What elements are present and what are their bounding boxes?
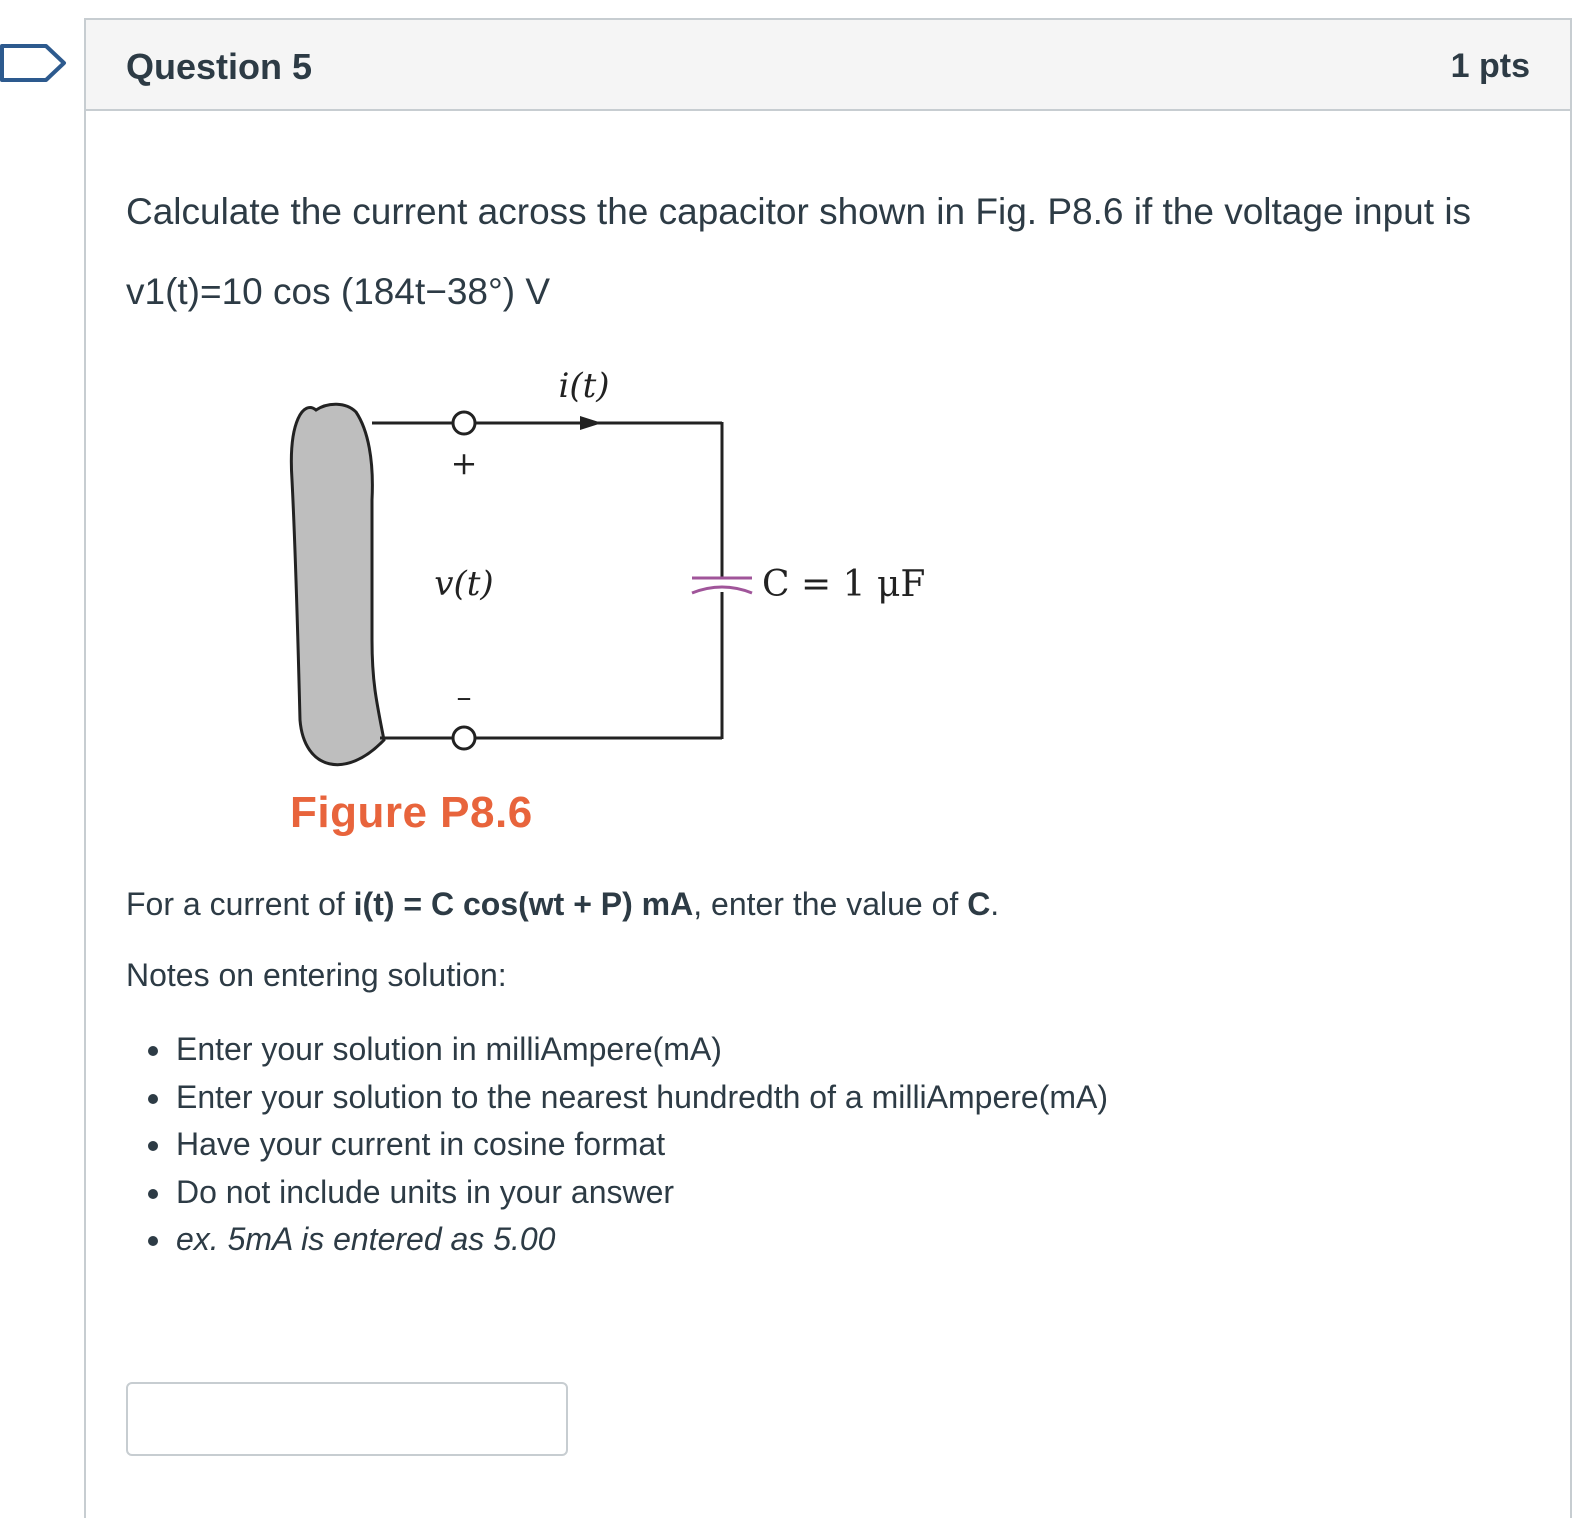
bottom-terminal [453, 727, 475, 749]
question-text-line-1: Calculate the current across the capacitor shown in Fig. P8.6 if the voltage input is [126, 191, 1472, 232]
circuit-figure [276, 340, 996, 870]
question-text-line-2: v1(t)=10 cos (184t−38°) V [126, 271, 551, 312]
minus-label: – [456, 680, 472, 715]
list-item: Have your current in cosine format [144, 1121, 1108, 1169]
voltage-label: v(t) [434, 564, 494, 604]
question-card [84, 18, 1572, 1518]
capacitor-label: C = 1 μF [762, 564, 926, 605]
figure-caption: Figure P8.6 [290, 788, 533, 837]
list-item: ex. 5mA is entered as 5.00 [144, 1216, 1108, 1264]
circuit-diagram [276, 340, 996, 780]
question-header [86, 20, 1570, 111]
notes-title: Notes on entering solution: [126, 957, 507, 993]
question-title: Question 5 [126, 46, 313, 87]
current-arrow [580, 416, 602, 430]
source-blob [291, 404, 384, 764]
prompt-prefix: For a current of [126, 886, 354, 922]
prompt-suffix: . [990, 886, 1000, 922]
list-item: Enter your solution to the nearest hundredth of a milliAmpere(mA) [144, 1074, 1108, 1122]
prompt-formula: i(t) = C cos(wt + P) mA [353, 886, 694, 922]
list-item: Enter your solution in milliAmpere(mA) [144, 1026, 1108, 1074]
top-terminal [453, 412, 475, 434]
answer-input[interactable] [126, 1382, 568, 1456]
bookmark-flag-icon[interactable] [0, 42, 70, 82]
current-label: i(t) [558, 366, 610, 406]
question-text [126, 172, 1526, 332]
question-points: 1 pts [1450, 47, 1530, 85]
prompt-middle: , enter the value of [693, 886, 968, 922]
notes-list [144, 1026, 1108, 1264]
prompt-variable: C [967, 886, 991, 922]
plus-label: + [450, 444, 478, 482]
answer-prompt [126, 886, 999, 923]
list-item: Do not include units in your answer [144, 1169, 1108, 1217]
